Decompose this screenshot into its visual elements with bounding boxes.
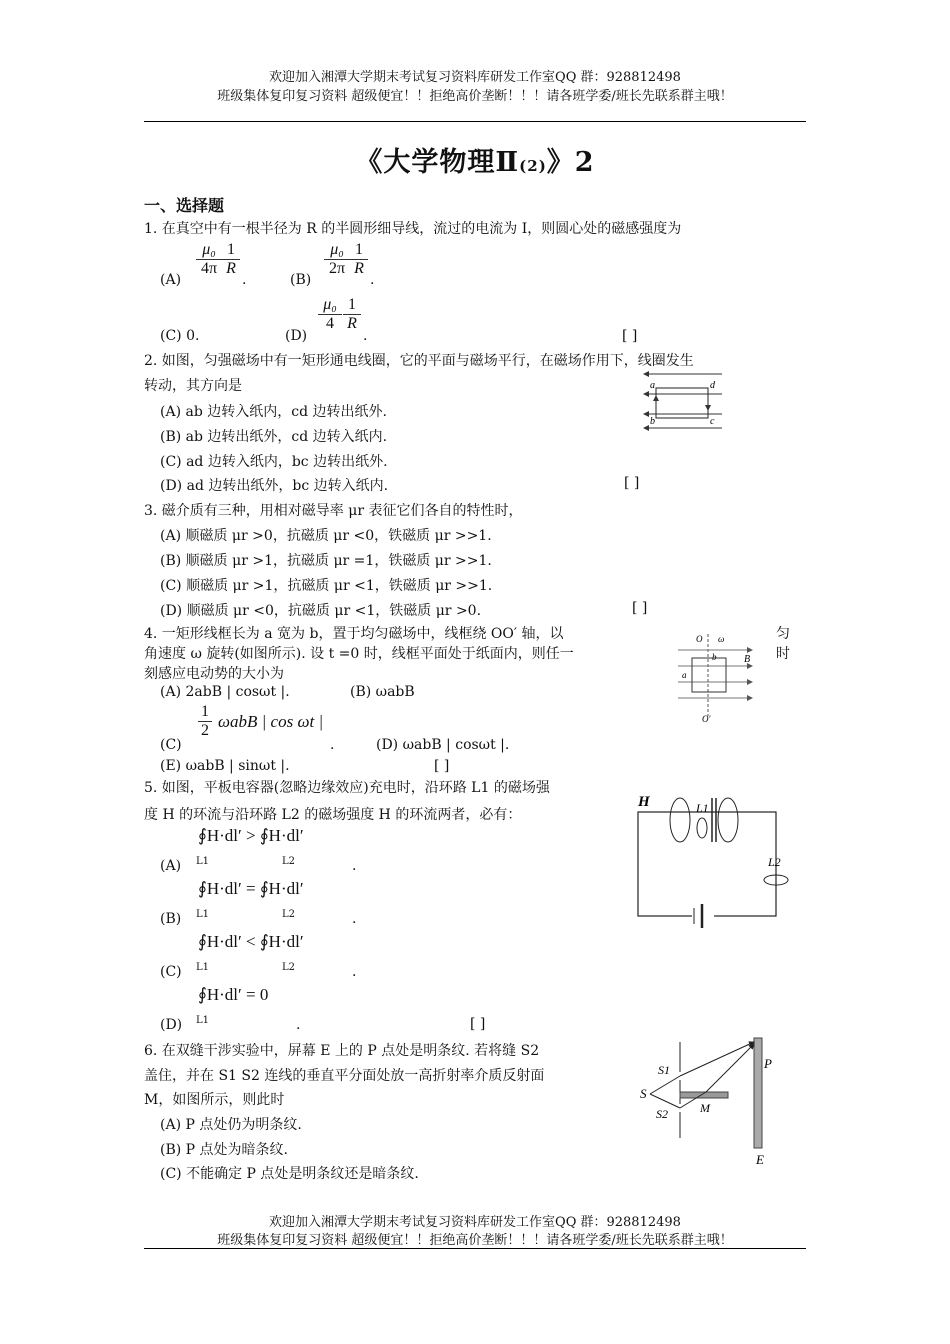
q4-answer-bracket: [ ] — [434, 758, 450, 774]
q5-figure-capacitor-circuit — [632, 792, 792, 932]
q5-answer-bracket: [ ] — [470, 1016, 486, 1032]
q3-option-c: (C) 顺磁质 μr >1，抗磁质 μr <1，铁磁质 μr >>1. — [160, 578, 493, 594]
q2-option-b: (B) ab 边转出纸外，cd 边转入纸内. — [160, 429, 388, 445]
header-line-2: 班级集体复印复习资料 超级便宜！！拒绝高价垄断！！！请各班学委/班长先联系群主哦！ — [217, 89, 733, 104]
q5-option-c-expr: ∮H·dl′ < ∮H·dl′ — [198, 932, 304, 951]
q6-fig-label-e: E — [756, 1152, 764, 1167]
footer-line-2: 班级集体复印复习资料 超级便宜！！拒绝高价垄断！！！请各班学委/班长先联系群主哦！ — [217, 1233, 733, 1248]
page-title: 《大学物理Ⅱ(2)》2 — [355, 147, 595, 178]
q6-fig-label-s: S — [640, 1086, 647, 1101]
q5-stem-1: 5. 如图，平板电容器(忽略边缘效应)充电时，沿环路 L1 的磁场强 — [144, 780, 550, 796]
q1-a-fraction-r: $\frac{1}{R}$ — [222, 241, 240, 278]
q1-option-b-label: (B) — [290, 272, 312, 288]
q5-option-d-expr: ∮H·dl′ = 0 — [198, 985, 269, 1004]
q5-option-a-label: (A) — [160, 858, 182, 874]
q4-stem-3: 刻感应电动势的大小为 — [144, 666, 284, 682]
q2-stem-2: 转动，其方向是 — [144, 378, 242, 394]
q3-answer-bracket: [ ] — [632, 600, 648, 616]
q2-option-c: (C) ad 边转入纸内，bc 边转出纸外. — [160, 454, 388, 470]
q1-option-c: (C) 0. — [160, 328, 200, 344]
q6-option-c: (C) 不能确定 P 点处是明条纹还是暗条纹. — [160, 1166, 419, 1182]
q2-fig-label-a: a — [650, 380, 655, 391]
q4-stem-1-tail: 匀 — [776, 626, 790, 642]
q1-b-fraction-r: $\frac{1}{R}$ — [350, 241, 368, 278]
q5-d-dot: . — [296, 1017, 301, 1033]
q4-c-half: $\frac{1}{2}$ — [198, 703, 212, 740]
q4-fig-label-a: a — [682, 670, 687, 680]
header-line-1: 欢迎加入湘潭大学期末考试复习资料库研发工作室QQ 群：928812498 — [269, 70, 681, 85]
q4-option-b: (B) ωabB — [350, 684, 415, 700]
q2-answer-bracket: [ ] — [624, 475, 640, 491]
q6-fig-label-s1: S1 — [658, 1063, 670, 1077]
q5-b-sub-l2: L2 — [282, 909, 296, 920]
q4-c-dot: . — [330, 737, 335, 753]
q5-c-sub-l2: L2 — [282, 962, 296, 973]
section-heading: 一、选择题 — [144, 196, 225, 215]
q1-a-dot: . — [242, 272, 247, 288]
q3-stem: 3. 磁介质有三种，用相对磁导率 μr 表征它们各自的特性时， — [144, 503, 523, 519]
q6-figure-double-slit — [636, 1034, 786, 1170]
q1-option-a-label: (A) — [160, 272, 182, 288]
q1-option-d-label: (D) — [285, 328, 308, 344]
q2-stem-1: 2. 如图，匀强磁场中有一矩形通电线圈，它的平面与磁场平行，在磁场作用下，线圈发生 — [144, 353, 694, 369]
q5-option-c-label: (C) — [160, 964, 182, 980]
q1-d-fraction-r: $\frac{1}{R}$ — [343, 296, 361, 333]
q1-answer-bracket: [ ] — [622, 328, 638, 344]
q4-stem-2: 角速度 ω 旋转(如图所示). 设 t =0 时，线框平面处于纸面内，则任一 — [144, 646, 574, 662]
q5-b-dot: . — [352, 911, 357, 927]
q4-stem-1: 4. 一矩形线框长为 a 宽为 b，置于均匀磁场中，线框绕 OO′ 轴，以 — [144, 626, 564, 642]
q5-option-b-label: (B) — [160, 911, 182, 927]
q5-fig-label-l1: L1 — [696, 801, 709, 815]
q6-option-b: (B) P 点处为暗条纹. — [160, 1142, 288, 1158]
q4-fig-label-b: b — [712, 652, 717, 662]
q4-option-d: (D) ωabB | cosωt |. — [376, 737, 510, 753]
q4-option-c-label: (C) — [160, 737, 182, 753]
footer-line-1: 欢迎加入湘潭大学期末考试复习资料库研发工作室QQ 群：928812498 — [269, 1215, 681, 1230]
q1-a-fraction: $\frac{\text{μ₀}}{4\pi}$ — [196, 241, 222, 278]
q4-option-a: (A) 2abB | cosωt |. — [160, 684, 290, 700]
q1-b-fraction: $\frac{\text{μ₀}}{2\pi}$ — [324, 241, 350, 278]
q5-fig-label-l2: L2 — [768, 855, 781, 869]
footer-rule — [144, 1248, 806, 1249]
q5-a-sub-l1: L1 — [196, 856, 210, 867]
q4-c-expression: ωabB | cos ωt | — [218, 712, 324, 731]
q4-fig-label-omega: ω — [718, 634, 725, 644]
q2-fig-label-c: c — [710, 416, 715, 427]
q5-a-dot: . — [352, 858, 357, 874]
q1-stem: 1. 在真空中有一根半径为 R 的半圆形细导线，流过的电流为 I，则圆心处的磁感强度为 — [144, 221, 682, 237]
q3-option-a: (A) 顺磁质 μr >0，抗磁质 μr <0，铁磁质 μr >>1. — [160, 528, 492, 544]
header-rule — [144, 121, 806, 122]
q6-stem-2: 盖住，并在 S1 S2 连线的垂直平分面处放一高折射率介质反射面 — [144, 1068, 545, 1084]
q4-fig-label-o: O — [696, 634, 703, 644]
q2-option-d: (D) ad 边转出纸外，bc 边转入纸内. — [160, 478, 389, 494]
q6-stem-3: M，如图所示，则此时 — [144, 1092, 285, 1108]
q4-fig-label-B: B — [744, 654, 751, 665]
q5-option-a-expr: ∮H·dl′ > ∮H·dl′ — [198, 826, 304, 845]
q5-c-sub-l1: L1 — [196, 962, 210, 973]
q5-c-dot: . — [352, 964, 357, 980]
q2-fig-label-d: d — [710, 380, 715, 391]
q1-d-dot: . — [363, 328, 368, 344]
q4-figure-rotating-frame — [672, 630, 764, 722]
q6-option-a: (A) P 点处仍为明条纹. — [160, 1117, 302, 1133]
q6-stem-1: 6. 在双缝干涉实验中，屏幕 E 上的 P 点处是明条纹. 若将缝 S2 — [144, 1043, 540, 1059]
q2-fig-label-b: b — [650, 416, 655, 427]
q4-option-e: (E) ωabB | sinωt |. — [160, 758, 290, 774]
q5-stem-2: 度 H 的环流与沿环路 L2 的磁场强度 H 的环流两者，必有： — [144, 807, 522, 823]
q1-d-fraction: $\frac{\text{μ₀}}{4}$ — [318, 296, 342, 333]
q1-b-dot: . — [370, 272, 375, 288]
q4-stem-2-tail: 时 — [776, 646, 790, 662]
q5-fig-label-h: H — [638, 794, 650, 810]
q5-option-b-expr: ∮H·dl′ = ∮H·dl′ — [198, 879, 304, 898]
q5-option-d-label: (D) — [160, 1017, 183, 1033]
q3-option-b: (B) 顺磁质 μr >1，抗磁质 μr =1，铁磁质 μr >>1. — [160, 553, 492, 569]
q2-option-a: (A) ab 边转入纸内，cd 边转出纸外. — [160, 404, 387, 420]
q6-fig-label-m: M — [700, 1101, 710, 1115]
q4-fig-label-o-prime: O′ — [702, 714, 711, 722]
q5-d-sub-l1: L1 — [196, 1015, 210, 1026]
q3-option-d: (D) 顺磁质 μr <0，抗磁质 μr <1，铁磁质 μr >0. — [160, 603, 482, 619]
q2-figure-coil — [640, 366, 725, 436]
q6-fig-label-p: P — [764, 1056, 772, 1071]
q5-b-sub-l1: L1 — [196, 909, 210, 920]
q6-fig-label-s2: S2 — [656, 1107, 668, 1121]
q5-a-sub-l2: L2 — [282, 856, 296, 867]
